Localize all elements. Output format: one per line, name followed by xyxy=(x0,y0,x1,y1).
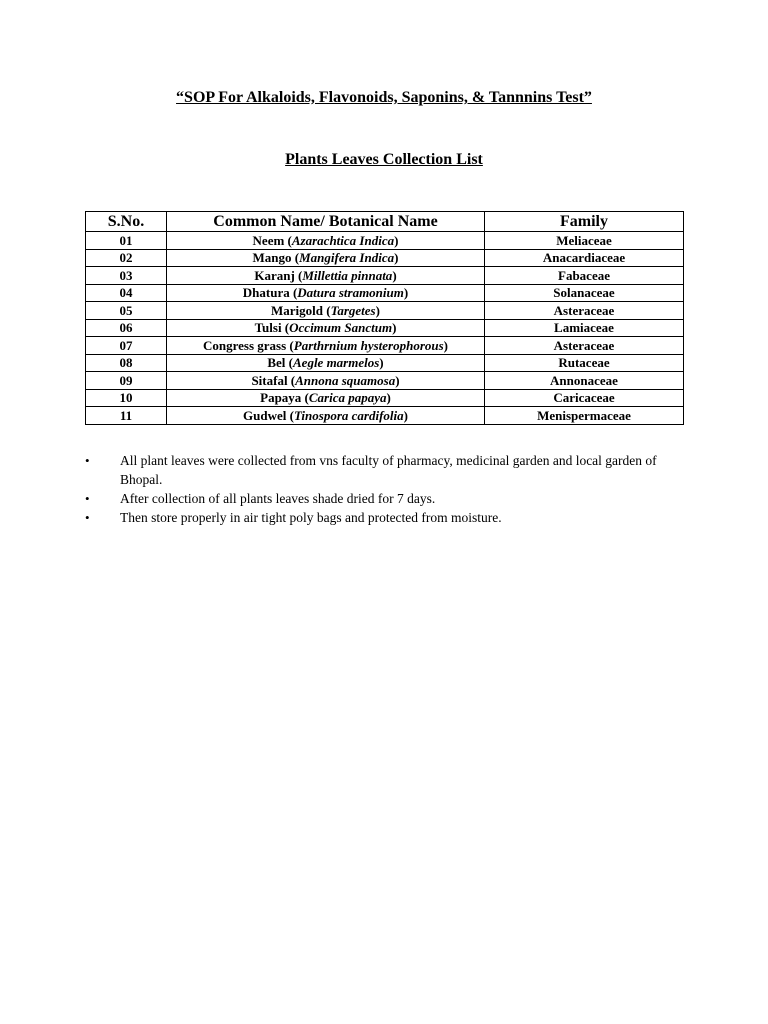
botanical-name: Targetes xyxy=(330,302,376,318)
botanical-name: Parthrnium hysterophorous xyxy=(293,337,444,353)
table-row xyxy=(86,232,684,250)
common-name: Sitafal ( xyxy=(251,372,296,388)
cell-family: Solanaceae xyxy=(485,284,684,302)
closing-paren: ) xyxy=(443,337,449,353)
botanical-name: Carica papaya xyxy=(308,390,387,406)
note-item xyxy=(85,508,685,527)
closing-paren: ) xyxy=(403,285,409,301)
bullet-icon: • xyxy=(85,453,90,468)
common-name: Papaya ( xyxy=(260,390,309,406)
cell-name xyxy=(167,319,485,337)
cell-name xyxy=(167,354,485,372)
botanical-name: Occimum Sanctum xyxy=(289,320,393,336)
cell-name xyxy=(167,407,485,425)
botanical-name: Azarachtica Indica xyxy=(291,232,395,248)
cell-sno: 06 xyxy=(86,319,167,337)
closing-paren: ) xyxy=(395,372,400,388)
cell-sno: 01 xyxy=(86,232,167,250)
bullet-icon: • xyxy=(85,510,90,525)
common-name: Neem ( xyxy=(252,232,292,248)
botanical-name: Tinospora cardifolia xyxy=(293,407,404,423)
bullet-icon: • xyxy=(85,491,90,506)
table-header xyxy=(86,212,684,232)
table-header-row xyxy=(86,212,684,232)
cell-name xyxy=(167,302,485,320)
cell-family: Anacardiaceae xyxy=(485,249,684,267)
common-name: Dhatura ( xyxy=(242,285,298,301)
cell-family: Asteraceae xyxy=(485,337,684,355)
header-family: Family xyxy=(485,212,684,232)
document-title: “SOP For Alkaloids, Flavonoids, Saponins, & Tannnins Test” xyxy=(176,89,592,106)
common-name: Karanj ( xyxy=(254,267,303,283)
botanical-name: Annona squamosa xyxy=(295,372,396,388)
table-body xyxy=(86,232,684,425)
cell-family: Annonaceae xyxy=(485,372,684,390)
header-sno: S.No. xyxy=(86,212,167,232)
table-row xyxy=(86,407,684,425)
table-row xyxy=(86,302,684,320)
note-text: All plant leaves were collected from vns faculty of pharmacy, medicinal garden and local garden of Bhopal. xyxy=(120,453,657,487)
note-text: Then store properly in air tight poly bags and protected from moisture. xyxy=(120,510,502,525)
botanical-name: Datura stramonium xyxy=(297,285,404,301)
cell-sno: 04 xyxy=(86,284,167,302)
cell-name xyxy=(167,249,485,267)
closing-paren: ) xyxy=(379,355,384,371)
cell-family: Lamiaceae xyxy=(485,319,684,337)
table-row xyxy=(86,389,684,407)
cell-sno: 08 xyxy=(86,354,167,372)
note-text: After collection of all plants leaves shade dried for 7 days. xyxy=(120,491,436,506)
cell-family: Fabaceae xyxy=(485,267,684,285)
cell-family: Rutaceae xyxy=(485,354,684,372)
table-row xyxy=(86,284,684,302)
cell-name xyxy=(167,372,485,390)
common-name: Marigold ( xyxy=(271,302,331,318)
cell-sno: 02 xyxy=(86,249,167,267)
closing-paren: ) xyxy=(375,302,380,318)
closing-paren: ) xyxy=(386,390,391,406)
table-row xyxy=(86,372,684,390)
table-row xyxy=(86,249,684,267)
document-subtitle: Plants Leaves Collection List xyxy=(285,151,483,168)
closing-paren: ) xyxy=(392,267,397,283)
cell-sno: 07 xyxy=(86,337,167,355)
closing-paren: ) xyxy=(394,232,399,248)
common-name: Tulsi ( xyxy=(254,320,290,336)
cell-sno: 11 xyxy=(86,407,167,425)
table-row xyxy=(86,354,684,372)
closing-paren: ) xyxy=(392,320,397,336)
notes-list xyxy=(85,451,685,527)
botanical-name: Mangifera Indica xyxy=(299,250,395,266)
common-name: Mango ( xyxy=(252,250,300,266)
botanical-name: Aegle marmelos xyxy=(293,355,380,371)
common-name: Congress grass ( xyxy=(202,337,294,353)
closing-paren: ) xyxy=(394,250,399,266)
cell-family: Menispermaceae xyxy=(485,407,684,425)
cell-sno: 09 xyxy=(86,372,167,390)
cell-sno: 05 xyxy=(86,302,167,320)
cell-name xyxy=(167,337,485,355)
table-row xyxy=(86,267,684,285)
cell-name xyxy=(167,389,485,407)
cell-family: Meliaceae xyxy=(485,232,684,250)
cell-sno: 10 xyxy=(86,389,167,407)
cell-name xyxy=(167,232,485,250)
note-item xyxy=(85,451,685,489)
plants-table xyxy=(85,211,684,425)
cell-name xyxy=(167,267,485,285)
cell-family: Asteraceae xyxy=(485,302,684,320)
cell-name xyxy=(167,284,485,302)
cell-sno: 03 xyxy=(86,267,167,285)
table-row xyxy=(86,337,684,355)
common-name: Bel ( xyxy=(267,355,293,371)
botanical-name: Millettia pinnata xyxy=(302,267,393,283)
note-item xyxy=(85,489,685,508)
header-name: Common Name/ Botanical Name xyxy=(167,212,485,232)
table-row xyxy=(86,319,684,337)
cell-family: Caricaceae xyxy=(485,389,684,407)
common-name: Gudwel ( xyxy=(243,407,294,423)
closing-paren: ) xyxy=(403,407,408,423)
